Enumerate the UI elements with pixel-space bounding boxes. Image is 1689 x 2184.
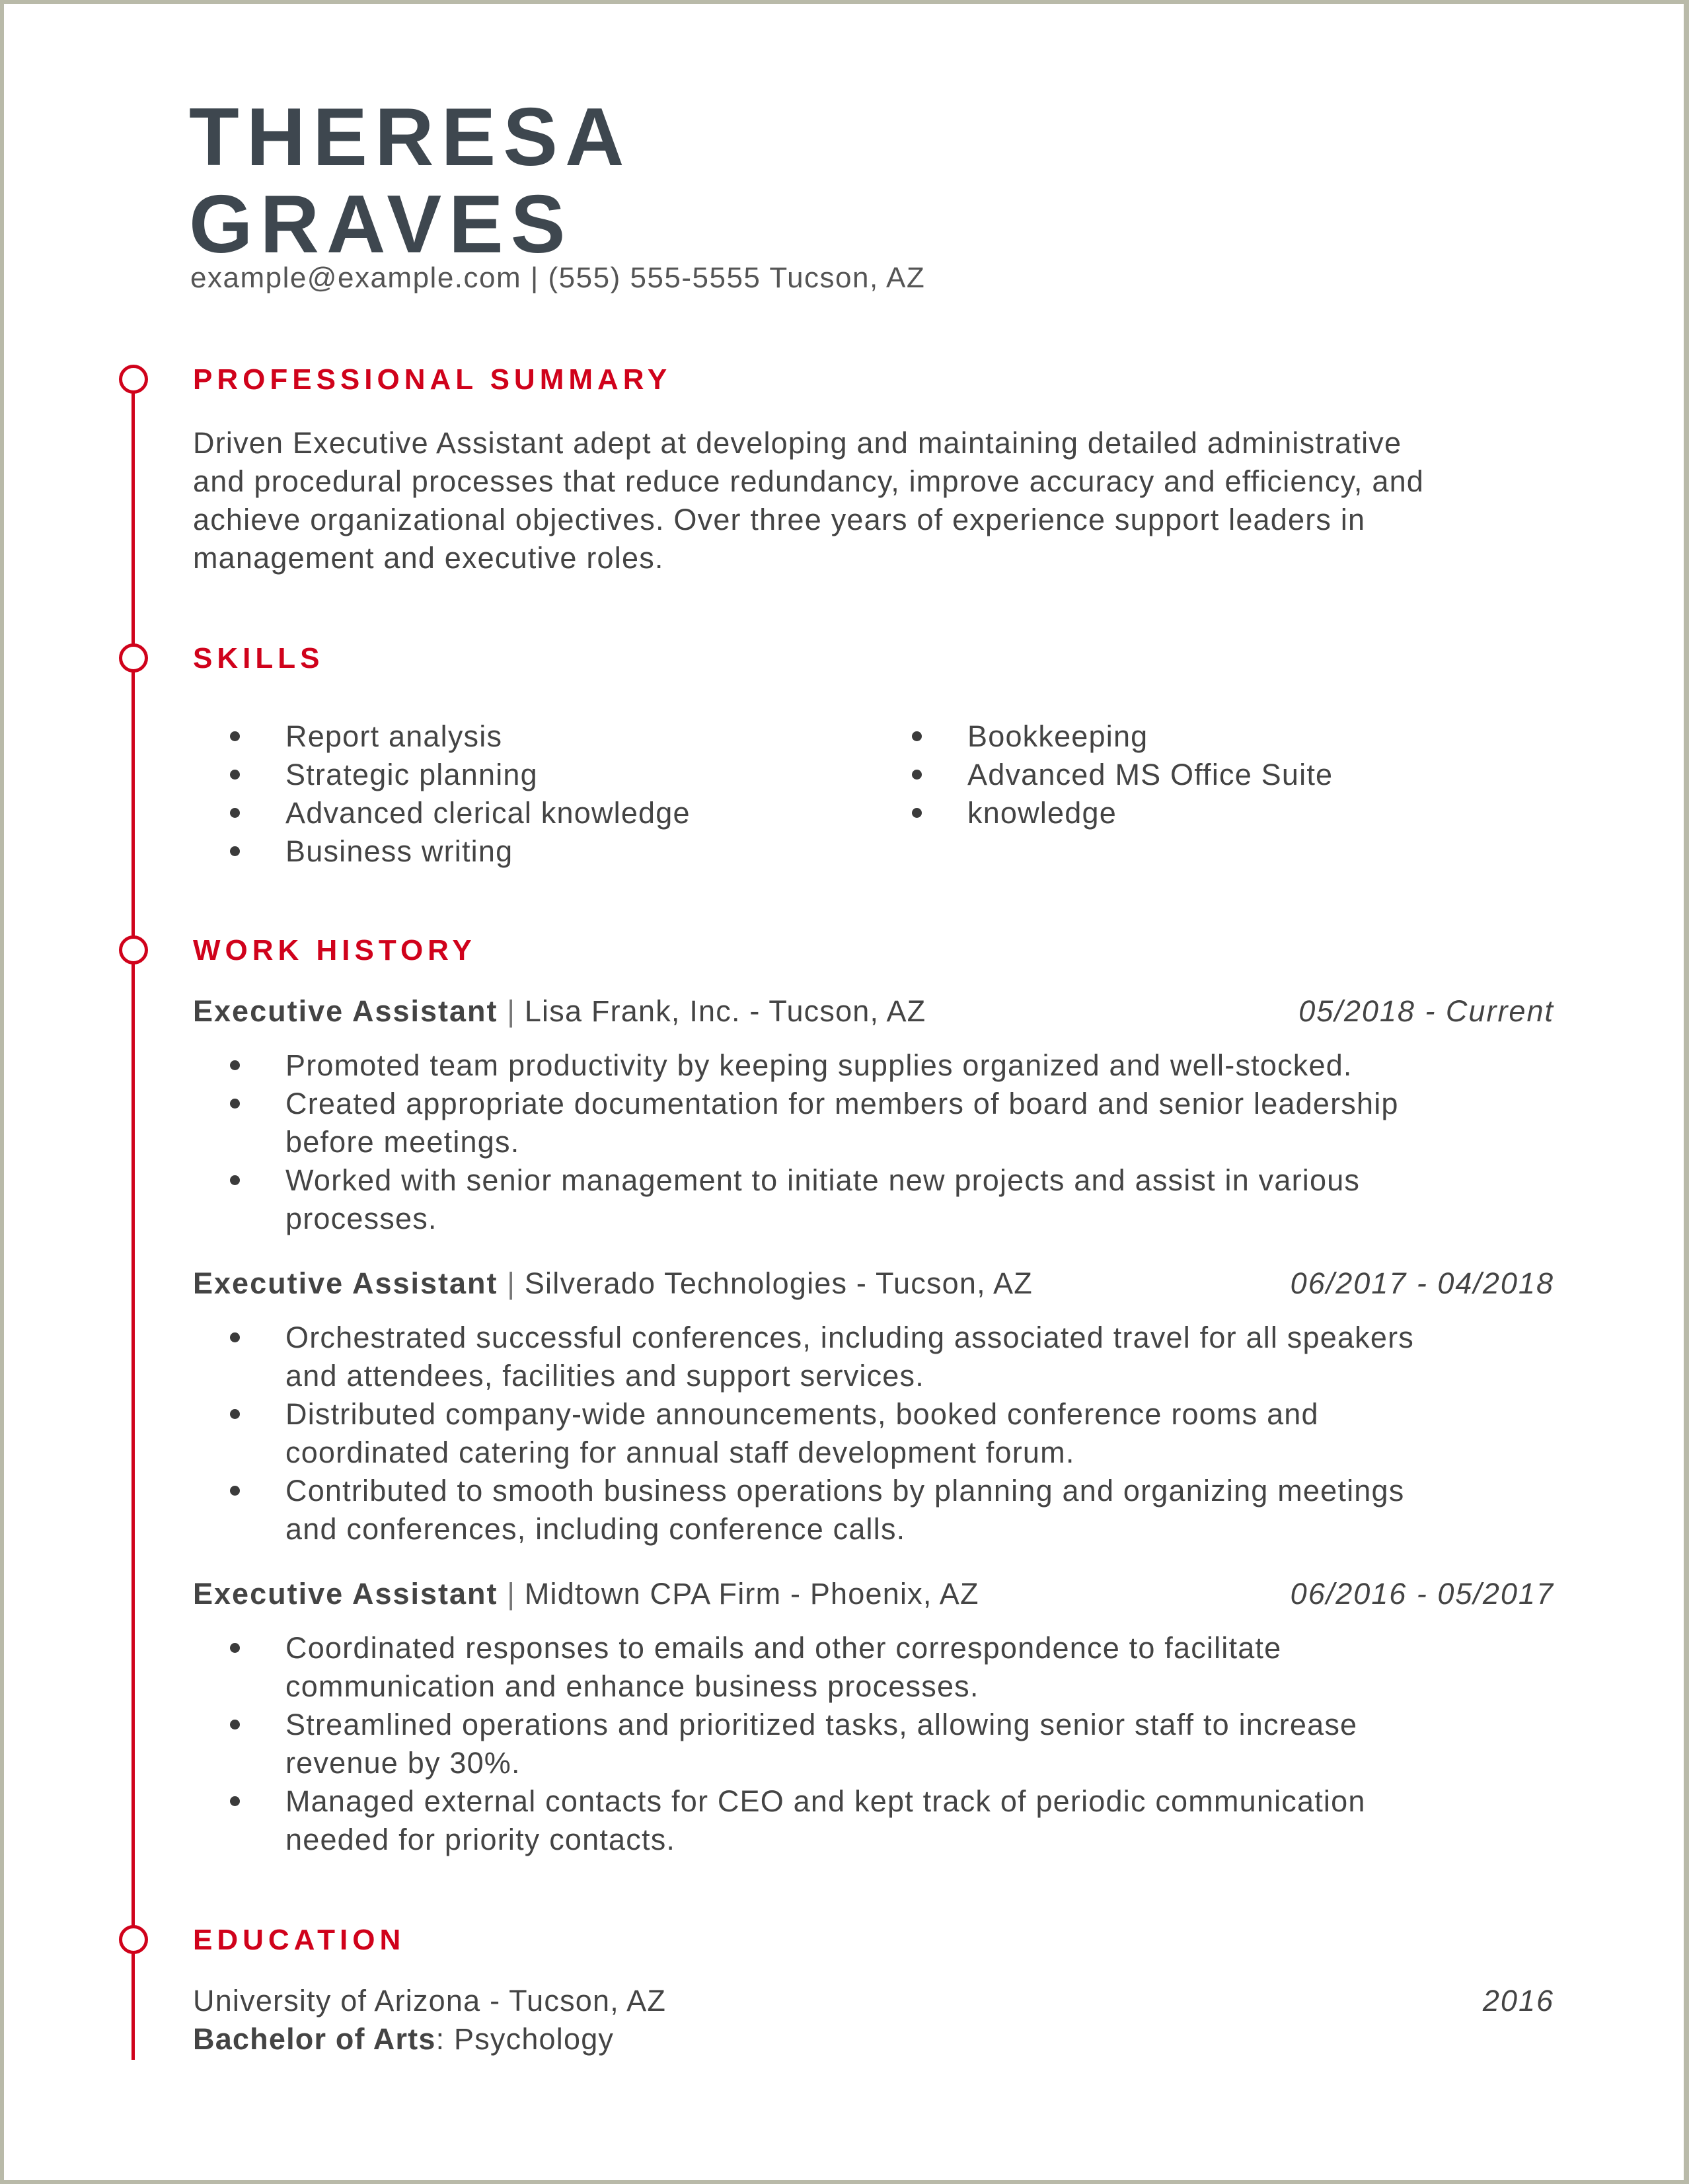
bullet-dot (230, 1175, 240, 1185)
skill-item: Advanced clerical knowledge (193, 794, 691, 832)
timeline-node-work (119, 935, 148, 965)
school-name: University of Arizona - Tucson, AZ (193, 1984, 667, 2018)
education-heading: EDUCATION (193, 1924, 406, 1956)
summary-line: Driven Executive Assistant adept at developing and maintaining detailed administrative (193, 426, 1402, 460)
job-bullets (193, 1629, 1684, 1859)
bullet-dot (230, 770, 240, 780)
job-title: Executive Assistant (193, 1266, 498, 1300)
bullet-dot (230, 1332, 240, 1342)
job-company: Silverado Technologies - Tucson, AZ (524, 1266, 1033, 1300)
job-title: Executive Assistant (193, 1577, 498, 1611)
job-dates: 06/2016 - 05/2017 (1290, 1577, 1554, 1611)
summary-text (193, 424, 1574, 577)
work-heading: WORK HISTORY (193, 934, 476, 966)
field-of-study: Psychology (454, 2022, 615, 2056)
job-separator: | (507, 1266, 516, 1300)
skills-list-right (875, 717, 1333, 832)
timeline-node-summary (119, 365, 148, 394)
job-company: Lisa Frank, Inc. - Tucson, AZ (524, 994, 926, 1028)
bullet-dot (230, 1796, 240, 1806)
bullet-dot (230, 808, 240, 818)
summary-line: and procedural processes that reduce redundancy, improve accuracy and efficiency, and (193, 464, 1425, 498)
job-header (193, 1575, 1554, 1613)
job-bullets (193, 1046, 1684, 1238)
job-separator: | (507, 1577, 516, 1611)
summary-line: achieve organizational objectives. Over three years of experience support leaders in (193, 503, 1366, 536)
job-header (193, 992, 1554, 1031)
job-separator: | (507, 994, 516, 1028)
job-header (193, 1264, 1554, 1303)
resume-page (4, 4, 1684, 2180)
skill-item: Strategic planning (193, 756, 691, 794)
candidate-name (189, 94, 632, 268)
skills-heading: SKILLS (193, 642, 324, 674)
skill-item: Bookkeeping (875, 717, 1333, 756)
bullet-dot (230, 1643, 240, 1653)
bullet-dot (230, 1099, 240, 1109)
job-bullet: Coordinated responses to emails and other correspondence to facilitate communication and enhance business processes. (193, 1629, 1689, 1706)
job-dates: 06/2017 - 04/2018 (1290, 1266, 1554, 1300)
bullet-dot (230, 1720, 240, 1729)
timeline-node-education (119, 1925, 148, 1954)
contact-line: example@example.com | (555) 555-5555 Tucson, AZ (190, 262, 926, 294)
job-dates: 05/2018 - Current (1298, 994, 1554, 1028)
job-bullet: Worked with senior management to initiate new projects and assist in various processes. (193, 1161, 1689, 1238)
bullet-dot (912, 808, 922, 818)
timeline-node-skills (119, 643, 148, 673)
job-company: Midtown CPA Firm - Phoenix, AZ (524, 1577, 979, 1611)
job-title: Executive Assistant (193, 994, 498, 1028)
degree-separator: : (435, 2022, 445, 2056)
summary-heading: PROFESSIONAL SUMMARY (193, 363, 672, 396)
bullet-dot (230, 1060, 240, 1070)
skill-item: Report analysis (193, 717, 691, 756)
bullet-dot (230, 846, 240, 856)
last-name: GRAVES (189, 179, 573, 270)
bullet-dot (912, 770, 922, 780)
skills-list-left (193, 717, 691, 871)
skill-item: knowledge (875, 794, 1333, 832)
job-bullets (193, 1319, 1684, 1548)
first-name: THERESA (189, 92, 632, 183)
job-bullet: Distributed company-wide announcements, booked conference rooms and coordinated catering for annual staff development forum. (193, 1395, 1689, 1472)
skill-item: Advanced MS Office Suite (875, 756, 1333, 794)
job-bullet: Contributed to smooth business operations by planning and organizing meetings and conferences, including conference calls. (193, 1472, 1689, 1548)
bullet-dot (230, 731, 240, 741)
job-bullet: Promoted team productivity by keeping supplies organized and well-stocked. (193, 1046, 1689, 1085)
bullet-dot (230, 1486, 240, 1496)
job-bullet: Streamlined operations and prioritized tasks, allowing senior staff to increase revenue by 30%. (193, 1706, 1689, 1782)
education-school-line (193, 1982, 1554, 2020)
graduation-year: 2016 (1482, 1984, 1554, 2018)
job-bullet: Managed external contacts for CEO and kept track of periodic communication needed for priority contacts. (193, 1782, 1689, 1859)
timeline-line (131, 390, 135, 2060)
job-bullet: Created appropriate documentation for members of board and senior leadership before meetings. (193, 1085, 1689, 1161)
bullet-dot (912, 731, 922, 741)
summary-line: management and executive roles. (193, 541, 664, 575)
job-bullet: Orchestrated successful conferences, including associated travel for all speakers and attendees, facilities and support services. (193, 1319, 1689, 1395)
bullet-dot (230, 1409, 240, 1419)
skill-item: Business writing (193, 832, 691, 871)
degree: Bachelor of Arts (193, 2022, 436, 2056)
education-degree-line (193, 2020, 1554, 2058)
